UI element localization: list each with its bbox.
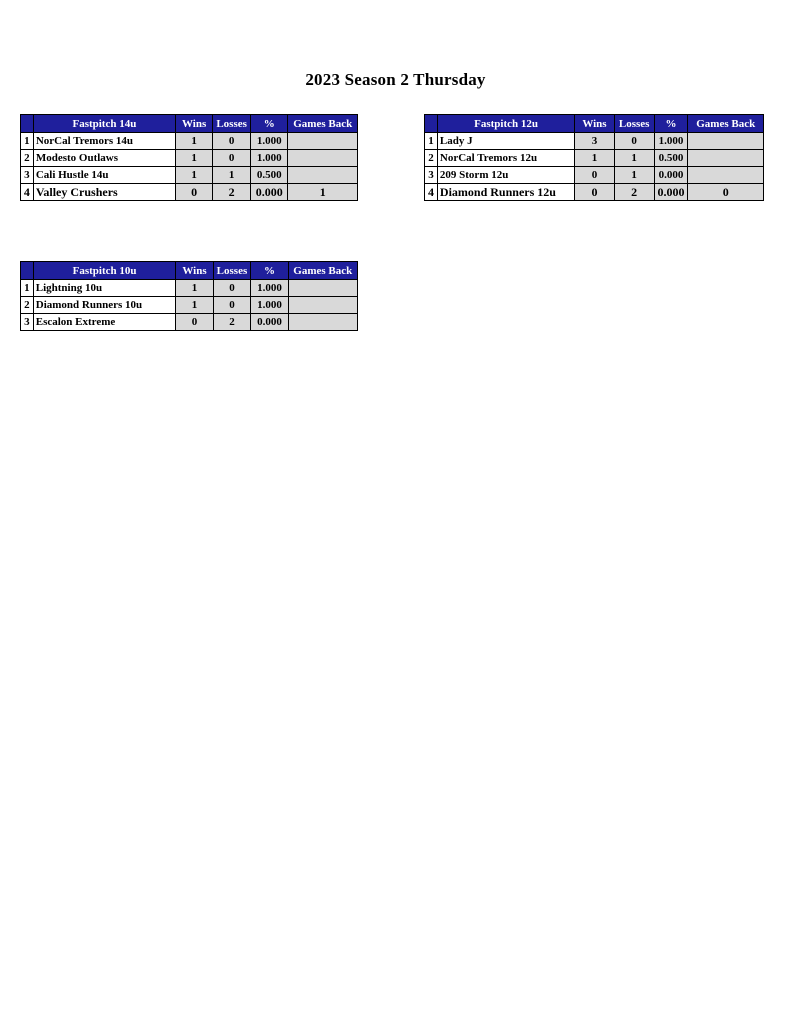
table-row [425,150,764,167]
standings-table-12u [424,114,764,201]
table-row [21,184,358,201]
row-games-back [688,150,764,167]
division-header: Fastpitch 12u [437,115,574,133]
row-rank: 4 [425,184,438,201]
row-team: NorCal Tremors 14u [33,133,175,150]
row-pct: 1.000 [251,297,288,314]
table-row [425,167,764,184]
row-team: Diamond Runners 12u [437,184,574,201]
pct-column-header: % [251,262,288,280]
row-games-back: 0 [688,184,764,201]
row-pct: 0.500 [654,150,688,167]
row-team: Cali Hustle 14u [33,167,175,184]
row-losses: 2 [213,314,251,331]
row-wins: 1 [176,167,213,184]
row-wins: 1 [176,280,213,297]
standings-table-14u [20,114,358,201]
row-team: Escalon Extreme [33,314,176,331]
row-rank: 2 [21,297,34,314]
row-wins: 0 [575,167,615,184]
table-row [21,314,358,331]
row-wins: 1 [176,150,213,167]
row-rank: 1 [425,133,438,150]
row-games-back [288,280,357,297]
games-back-column-header: Games Back [688,115,764,133]
row-losses: 0 [213,150,251,167]
row-team: NorCal Tremors 12u [437,150,574,167]
row-losses: 1 [213,167,251,184]
table-row [425,184,764,201]
row-team: Modesto Outlaws [33,150,175,167]
losses-column-header: Losses [614,115,654,133]
table-row [21,133,358,150]
losses-column-header: Losses [213,115,251,133]
row-losses: 1 [614,167,654,184]
row-losses: 0 [614,133,654,150]
row-pct: 0.000 [251,314,288,331]
row-rank: 1 [21,280,34,297]
row-team: Diamond Runners 10u [33,297,176,314]
row-pct: 0.500 [251,167,288,184]
table-row [21,280,358,297]
row-team: Valley Crushers [33,184,175,201]
row-pct: 1.000 [251,150,288,167]
row-games-back [288,297,357,314]
row-games-back [288,133,358,150]
wins-column-header: Wins [575,115,615,133]
row-rank: 3 [21,167,34,184]
table-header-row [21,115,358,133]
table-row [21,297,358,314]
pct-column-header: % [251,115,288,133]
row-losses: 2 [213,184,251,201]
table-row [21,167,358,184]
row-pct: 1.000 [251,280,288,297]
division-header: Fastpitch 10u [33,262,176,280]
row-pct: 1.000 [251,133,288,150]
losses-column-header: Losses [213,262,251,280]
row-losses: 1 [614,150,654,167]
row-games-back: 1 [288,184,358,201]
row-wins: 3 [575,133,615,150]
row-pct: 1.000 [654,133,688,150]
row-games-back [288,167,358,184]
row-games-back [688,167,764,184]
row-losses: 0 [213,133,251,150]
games-back-column-header: Games Back [288,262,357,280]
row-losses: 0 [213,280,251,297]
row-rank: 1 [21,133,34,150]
row-rank: 2 [425,150,438,167]
row-wins: 1 [575,150,615,167]
standings-table-10u [20,261,358,331]
row-rank: 4 [21,184,34,201]
row-wins: 1 [176,133,213,150]
row-losses: 2 [614,184,654,201]
row-rank: 2 [21,150,34,167]
row-rank: 3 [425,167,438,184]
games-back-column-header: Games Back [288,115,358,133]
table-header-row [425,115,764,133]
row-pct: 0.000 [251,184,288,201]
row-team: Lady J [437,133,574,150]
table-row [21,150,358,167]
wins-column-header: Wins [176,262,213,280]
wins-column-header: Wins [176,115,213,133]
row-games-back [288,314,357,331]
page-title: 2023 Season 2 Thursday [305,70,486,89]
rank-column-header [21,262,34,280]
row-games-back [288,150,358,167]
row-team: Lightning 10u [33,280,176,297]
division-header: Fastpitch 14u [33,115,175,133]
row-wins: 0 [176,314,213,331]
table-row [425,133,764,150]
row-games-back [688,133,764,150]
table-header-row [21,262,358,280]
row-wins: 0 [575,184,615,201]
row-pct: 0.000 [654,184,688,201]
pct-column-header: % [654,115,688,133]
rank-column-header [425,115,438,133]
row-team: 209 Storm 12u [437,167,574,184]
rank-column-header [21,115,34,133]
row-losses: 0 [213,297,251,314]
row-pct: 0.000 [654,167,688,184]
row-wins: 0 [176,184,213,201]
row-wins: 1 [176,297,213,314]
row-rank: 3 [21,314,34,331]
